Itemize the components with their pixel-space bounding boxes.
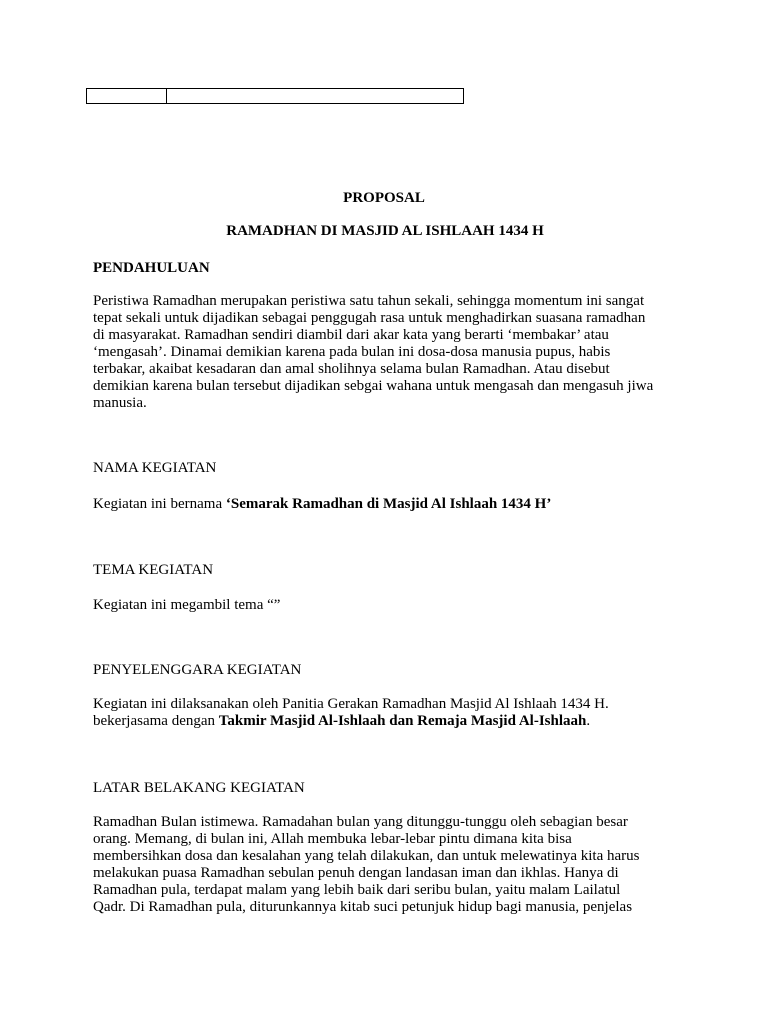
section-heading-latar-belakang: LATAR BELAKANG KEGIATAN	[93, 780, 305, 796]
paragraph-line: tepat sekali untuk dijadikan sebagai penggugah rasa untuk menghadirkan suasana ramadhan	[93, 310, 646, 326]
section-body-penyelenggara	[93, 696, 673, 730]
paragraph-line: terbakar, akaibat kesadaran dan amal sholihnya selama bulan Ramadhan. Atau disebut	[93, 361, 610, 377]
paragraph-line: di masyarakat. Ramadhan sendiri diambil dari akar kata yang berarti ‘membakar’ atau	[93, 327, 609, 343]
section-body-nama-kegiatan	[93, 496, 673, 513]
paragraph-line: Kegiatan ini dilaksanakan oleh Panitia Gerakan Ramadhan Masjid Al Ishlaah 1434 H.	[93, 696, 609, 712]
paragraph-line: demikian karena bulan tersebut dijadikan sebgai wahana untuk mengasah dan mengasuh jiwa	[93, 378, 654, 394]
paragraph-text: bekerjasama dengan	[93, 713, 219, 729]
document-subtitle: RAMADHAN DI MASJID AL ISHLAAH 1434 H	[226, 223, 544, 239]
section-heading-penyelenggara: PENYELENGGARA KEGIATAN	[93, 662, 302, 678]
section-body-latar-belakang	[93, 814, 673, 916]
event-name: ‘Semarak Ramadhan di Masjid Al Ishlaah 1434 H’	[225, 496, 552, 512]
paragraph-line: ‘mengasah’. Dinamai demikian karena pada bulan ini dosa-dosa manusia pupus, habis	[93, 344, 611, 360]
section-heading-tema-kegiatan: TEMA KEGIATAN	[93, 562, 214, 578]
paragraph-text: Kegiatan ini bernama	[93, 496, 226, 512]
header-table-cell	[167, 89, 463, 103]
section-heading-nama-kegiatan: NAMA KEGIATAN	[93, 460, 217, 476]
section-heading-pendahuluan: PENDAHULUAN	[93, 260, 210, 276]
paragraph-line	[93, 713, 673, 730]
paragraph-line: orang. Memang, di bulan ini, Allah membuka lebar-lebar pintu dimana kita bisa	[93, 831, 572, 847]
paragraph-line: Peristiwa Ramadhan merupakan peristiwa satu tahun sekali, sehingga momentum ini sangat	[93, 293, 645, 309]
paragraph-line: manusia.	[93, 395, 147, 411]
paragraph-line: Qadr. Di Ramadhan pula, diturunkannya kitab suci petunjuk hidup bagi manusia, penjelas	[93, 899, 633, 915]
paragraph-line: Ramadhan Bulan istimewa. Ramadahan bulan yang ditunggu-tunggu oleh sebagian besar	[93, 814, 628, 830]
header-table-cell	[87, 89, 167, 103]
paragraph-line: melakukan puasa Ramadhan sebulan penuh dengan landasan iman dan ikhlas. Hanya di	[93, 865, 619, 881]
header-table	[86, 88, 464, 104]
paragraph-text: .	[586, 713, 591, 729]
document-title: PROPOSAL	[343, 190, 425, 206]
organizer-name: Takmir Masjid Al-Ishlaah dan Remaja Masjid Al-Ishlaah	[218, 713, 587, 729]
section-body-pendahuluan	[93, 293, 673, 412]
section-body-tema-kegiatan: Kegiatan ini megambil tema “”	[93, 597, 281, 613]
paragraph-line: Ramadhan pula, terdapat malam yang lebih baik dari seribu bulan, yaitu malam Lailatul	[93, 882, 621, 898]
paragraph-line: membersihkan dosa dan kesalahan yang telah dilakukan, dan untuk melewatinya kita harus	[93, 848, 640, 864]
